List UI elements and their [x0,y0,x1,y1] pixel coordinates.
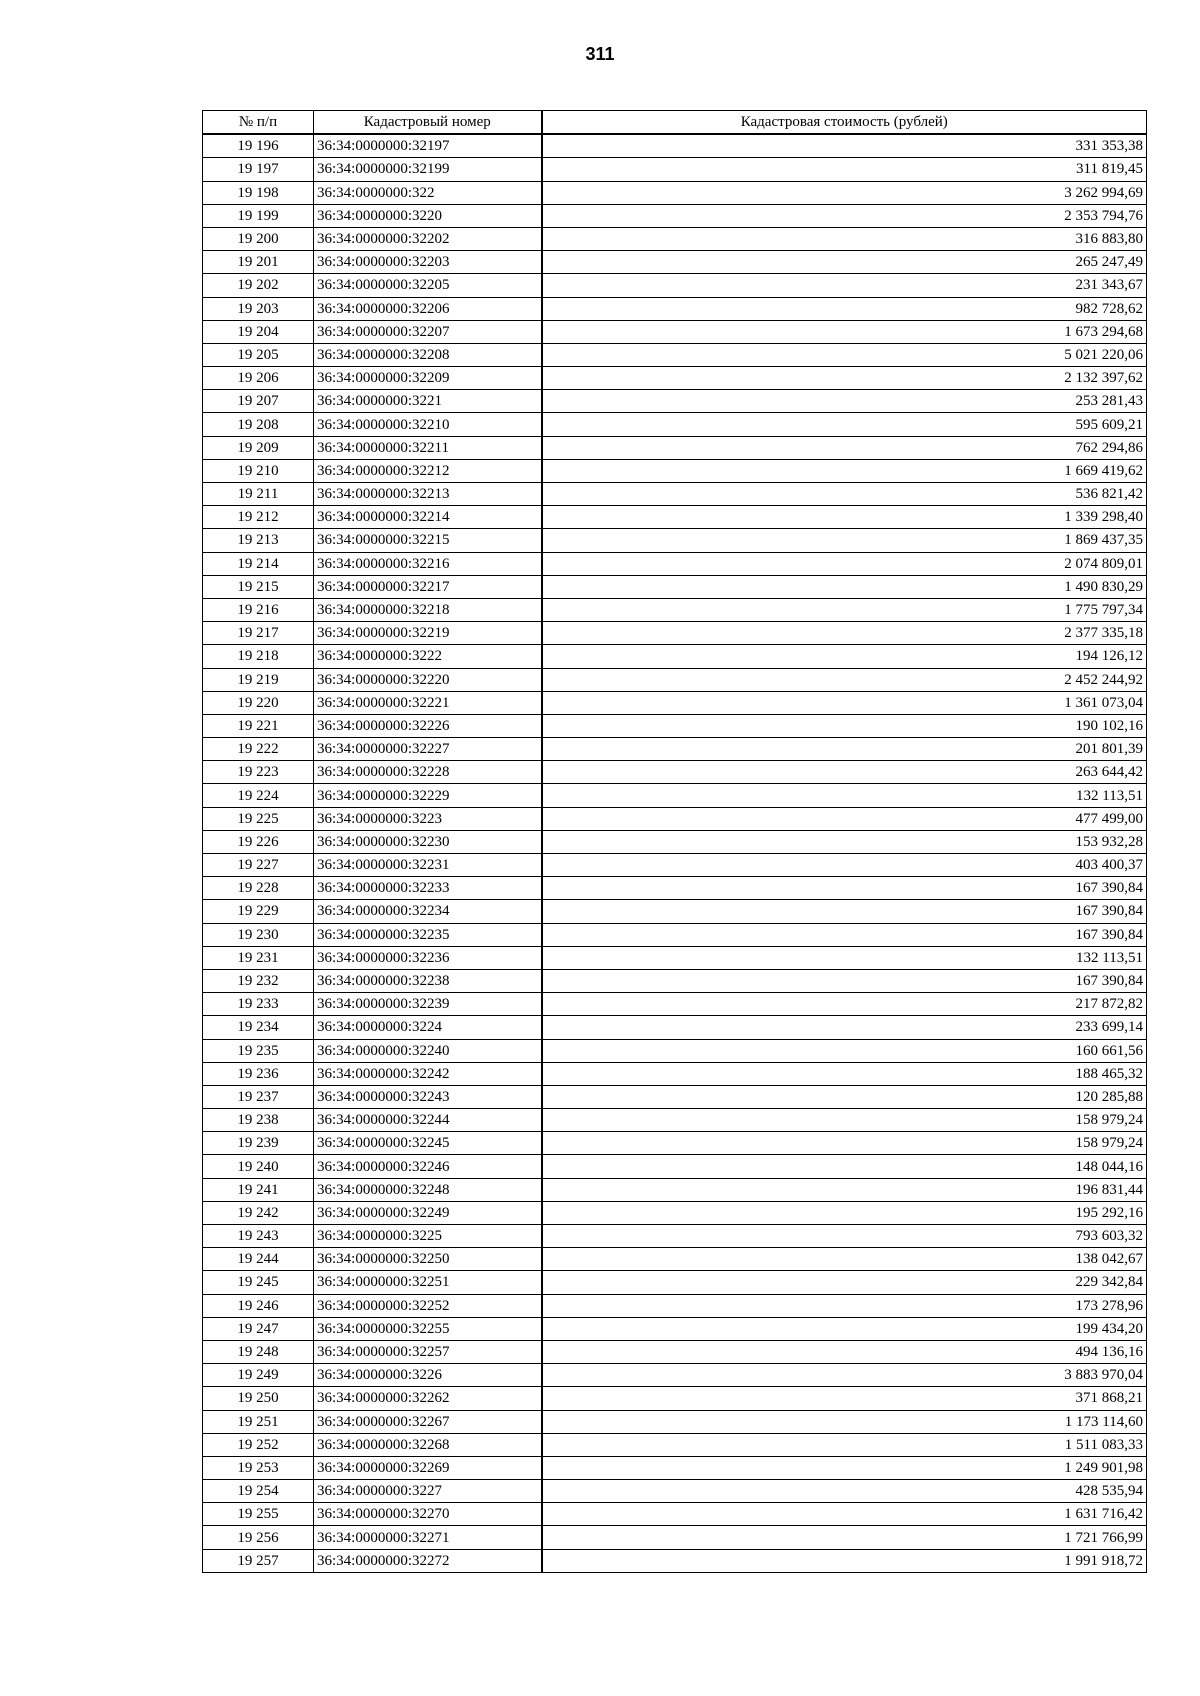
table-row [203,529,1147,552]
cadastral-value-cell: 167 390,84 [542,923,1147,946]
row-number-cell: 19 201 [203,251,314,274]
table-row [203,1132,1147,1155]
cadastral-value-cell: 982 728,62 [542,297,1147,320]
table-row [203,923,1147,946]
table-row [203,134,1147,158]
row-number-cell: 19 242 [203,1201,314,1224]
cadastral-number-cell: 36:34:0000000:32212 [314,459,542,482]
cadastral-number-cell: 36:34:0000000:32207 [314,320,542,343]
cadastral-value-cell: 1 869 437,35 [542,529,1147,552]
cadastral-value-cell: 2 353 794,76 [542,204,1147,227]
row-number-cell: 19 239 [203,1132,314,1155]
table-row [203,390,1147,413]
cadastral-value-cell: 2 132 397,62 [542,367,1147,390]
table-row [203,738,1147,761]
cadastral-number-cell: 36:34:0000000:32210 [314,413,542,436]
row-number-cell: 19 247 [203,1317,314,1340]
cadastral-value-cell: 231 343,67 [542,274,1147,297]
cadastral-value-cell: 1 361 073,04 [542,691,1147,714]
cadastral-number-cell: 36:34:0000000:32236 [314,946,542,969]
table-row [203,1178,1147,1201]
table-row [203,1387,1147,1410]
cadastral-value-cell: 1 721 766,99 [542,1526,1147,1549]
cadastral-number-cell: 36:34:0000000:3227 [314,1480,542,1503]
table-row [203,459,1147,482]
table-row [203,784,1147,807]
row-number-cell: 19 246 [203,1294,314,1317]
cadastral-value-cell: 265 247,49 [542,251,1147,274]
row-number-cell: 19 218 [203,645,314,668]
cadastral-number-cell: 36:34:0000000:32242 [314,1062,542,1085]
cadastral-number-cell: 36:34:0000000:32243 [314,1085,542,1108]
cadastral-number-cell: 36:34:0000000:32205 [314,274,542,297]
page-number: 311 [585,44,615,64]
cadastral-value-cell: 196 831,44 [542,1178,1147,1201]
table-row [203,1526,1147,1549]
cadastral-number-cell: 36:34:0000000:32214 [314,506,542,529]
cadastral-number-cell: 36:34:0000000:3220 [314,204,542,227]
cadastral-number-cell: 36:34:0000000:322 [314,181,542,204]
cadastral-value-cell: 160 661,56 [542,1039,1147,1062]
table-row [203,1364,1147,1387]
cadastral-value-cell: 167 390,84 [542,877,1147,900]
row-number-cell: 19 229 [203,900,314,923]
cadastral-value-cell: 1 991 918,72 [542,1549,1147,1572]
row-number-cell: 19 223 [203,761,314,784]
row-number-cell: 19 248 [203,1340,314,1363]
table-row [203,1225,1147,1248]
row-number-cell: 19 216 [203,598,314,621]
table-row [203,668,1147,691]
cadastral-value-cell: 371 868,21 [542,1387,1147,1410]
cadastral-number-cell: 36:34:0000000:32206 [314,297,542,320]
cadastral-value-cell: 132 113,51 [542,946,1147,969]
cadastral-number-cell: 36:34:0000000:32197 [314,134,542,158]
row-number-cell: 19 209 [203,436,314,459]
cadastral-number-cell: 36:34:0000000:32220 [314,668,542,691]
cadastral-number-cell: 36:34:0000000:32267 [314,1410,542,1433]
row-number-cell: 19 230 [203,923,314,946]
table-row [203,320,1147,343]
cadastral-value-cell: 153 932,28 [542,830,1147,853]
row-number-cell: 19 221 [203,714,314,737]
cadastral-number-cell: 36:34:0000000:32271 [314,1526,542,1549]
table-row [203,227,1147,250]
row-number-cell: 19 227 [203,854,314,877]
table-row [203,900,1147,923]
row-number-cell: 19 243 [203,1225,314,1248]
table-row [203,1016,1147,1039]
cadastral-value-cell: 188 465,32 [542,1062,1147,1085]
cadastral-number-cell: 36:34:0000000:32238 [314,969,542,992]
cadastral-number-cell: 36:34:0000000:32268 [314,1433,542,1456]
row-number-cell: 19 215 [203,575,314,598]
row-number-cell: 19 202 [203,274,314,297]
table-header [203,111,1147,135]
cadastral-value-cell: 229 342,84 [542,1271,1147,1294]
row-number-cell: 19 255 [203,1503,314,1526]
cadastral-number-cell: 36:34:0000000:32226 [314,714,542,737]
header-cadastral-value: Кадастровая стоимость (рублей) [542,111,1147,135]
row-number-cell: 19 214 [203,552,314,575]
cadastral-value-cell: 2 074 809,01 [542,552,1147,575]
cadastral-number-cell: 36:34:0000000:32239 [314,993,542,1016]
cadastral-value-cell: 762 294,86 [542,436,1147,459]
row-number-cell: 19 235 [203,1039,314,1062]
cadastral-number-cell: 36:34:0000000:32216 [314,552,542,575]
cadastral-number-cell: 36:34:0000000:32250 [314,1248,542,1271]
header-cadastral-number: Кадастровый номер [314,111,542,135]
table-row [203,204,1147,227]
cadastral-value-cell: 253 281,43 [542,390,1147,413]
cadastral-number-cell: 36:34:0000000:32269 [314,1456,542,1479]
cadastral-number-cell: 36:34:0000000:3226 [314,1364,542,1387]
cadastral-value-cell: 1 775 797,34 [542,598,1147,621]
cadastral-value-cell: 201 801,39 [542,738,1147,761]
cadastral-number-cell: 36:34:0000000:3224 [314,1016,542,1039]
row-number-cell: 19 211 [203,483,314,506]
cadastral-number-cell: 36:34:0000000:32215 [314,529,542,552]
cadastral-value-cell: 190 102,16 [542,714,1147,737]
cadastral-number-cell: 36:34:0000000:32234 [314,900,542,923]
cadastral-value-cell: 233 699,14 [542,1016,1147,1039]
cadastral-value-cell: 167 390,84 [542,969,1147,992]
table-row [203,877,1147,900]
row-number-cell: 19 200 [203,227,314,250]
cadastral-number-cell: 36:34:0000000:3223 [314,807,542,830]
row-number-cell: 19 203 [203,297,314,320]
cadastral-value-cell: 793 603,32 [542,1225,1147,1248]
row-number-cell: 19 226 [203,830,314,853]
cadastral-number-cell: 36:34:0000000:32246 [314,1155,542,1178]
cadastral-value-cell: 311 819,45 [542,158,1147,181]
cadastral-number-cell: 36:34:0000000:32219 [314,622,542,645]
row-number-cell: 19 213 [203,529,314,552]
table-row [203,1085,1147,1108]
table-row [203,645,1147,668]
table-row [203,575,1147,598]
cadastral-number-cell: 36:34:0000000:32231 [314,854,542,877]
cadastral-value-cell: 199 434,20 [542,1317,1147,1340]
row-number-cell: 19 252 [203,1433,314,1456]
row-number-cell: 19 245 [203,1271,314,1294]
table-row [203,506,1147,529]
cadastral-value-cell: 331 353,38 [542,134,1147,158]
cadastral-number-cell: 36:34:0000000:32257 [314,1340,542,1363]
cadastral-number-cell: 36:34:0000000:32240 [314,1039,542,1062]
row-number-cell: 19 225 [203,807,314,830]
cadastral-number-cell: 36:34:0000000:32249 [314,1201,542,1224]
row-number-cell: 19 237 [203,1085,314,1108]
cadastral-value-cell: 1 673 294,68 [542,320,1147,343]
cadastral-value-cell: 3 262 994,69 [542,181,1147,204]
row-number-cell: 19 249 [203,1364,314,1387]
cadastral-value-cell: 167 390,84 [542,900,1147,923]
row-number-cell: 19 219 [203,668,314,691]
cadastral-number-cell: 36:34:0000000:3222 [314,645,542,668]
cadastral-value-cell: 1 490 830,29 [542,575,1147,598]
cadastral-number-cell: 36:34:0000000:32270 [314,1503,542,1526]
table-row [203,297,1147,320]
cadastral-value-cell: 477 499,00 [542,807,1147,830]
cadastral-number-cell: 36:34:0000000:32227 [314,738,542,761]
cadastral-value-cell: 1 339 298,40 [542,506,1147,529]
cadastral-number-cell: 36:34:0000000:32272 [314,1549,542,1572]
table-row [203,1294,1147,1317]
table-row [203,1480,1147,1503]
cadastral-number-cell: 36:34:0000000:32208 [314,343,542,366]
row-number-cell: 19 198 [203,181,314,204]
row-number-cell: 19 196 [203,134,314,158]
row-number-cell: 19 233 [203,993,314,1016]
cadastral-number-cell: 36:34:0000000:3221 [314,390,542,413]
table-row [203,807,1147,830]
table-row [203,1433,1147,1456]
row-number-cell: 19 236 [203,1062,314,1085]
table-row [203,598,1147,621]
table-row [203,830,1147,853]
table-row [203,181,1147,204]
cadastral-value-cell: 3 883 970,04 [542,1364,1147,1387]
row-number-cell: 19 257 [203,1549,314,1572]
row-number-cell: 19 241 [203,1178,314,1201]
cadastral-value-cell: 148 044,16 [542,1155,1147,1178]
table-row [203,1549,1147,1572]
cadastral-value-cell: 494 136,16 [542,1340,1147,1363]
table-row [203,1271,1147,1294]
table-row [203,946,1147,969]
cadastral-value-cell: 2 377 335,18 [542,622,1147,645]
table-row [203,1317,1147,1340]
row-number-cell: 19 199 [203,204,314,227]
row-number-cell: 19 234 [203,1016,314,1039]
cadastral-value-cell: 263 644,42 [542,761,1147,784]
table-row [203,714,1147,737]
header-row [203,111,1147,135]
cadastral-value-cell: 132 113,51 [542,784,1147,807]
cadastral-value-cell: 595 609,21 [542,413,1147,436]
table-row [203,251,1147,274]
cadastral-value-cell: 158 979,24 [542,1132,1147,1155]
table-row [203,1340,1147,1363]
table-row [203,1410,1147,1433]
table-row [203,274,1147,297]
table-row [203,1062,1147,1085]
cadastral-number-cell: 36:34:0000000:32202 [314,227,542,250]
table-row [203,483,1147,506]
cadastral-number-cell: 36:34:0000000:32217 [314,575,542,598]
cadastral-number-cell: 36:34:0000000:32209 [314,367,542,390]
row-number-cell: 19 253 [203,1456,314,1479]
cadastral-number-cell: 36:34:0000000:32251 [314,1271,542,1294]
table-row [203,436,1147,459]
cadastral-number-cell: 36:34:0000000:32235 [314,923,542,946]
row-number-cell: 19 232 [203,969,314,992]
cadastral-number-cell: 36:34:0000000:32248 [314,1178,542,1201]
cadastral-value-cell: 120 285,88 [542,1085,1147,1108]
cadastral-value-cell: 195 292,16 [542,1201,1147,1224]
table-row [203,969,1147,992]
cadastral-number-cell: 36:34:0000000:32213 [314,483,542,506]
cadastral-value-cell: 1 511 083,33 [542,1433,1147,1456]
cadastral-value-cell: 403 400,37 [542,854,1147,877]
row-number-cell: 19 210 [203,459,314,482]
cadastral-number-cell: 36:34:0000000:32203 [314,251,542,274]
table-row [203,761,1147,784]
cadastral-number-cell: 36:34:0000000:32244 [314,1109,542,1132]
cadastral-value-cell: 138 042,67 [542,1248,1147,1271]
table-row [203,1155,1147,1178]
cadastral-value-cell: 536 821,42 [542,483,1147,506]
cadastral-value-cell: 173 278,96 [542,1294,1147,1317]
row-number-cell: 19 212 [203,506,314,529]
row-number-cell: 19 204 [203,320,314,343]
table-row [203,552,1147,575]
row-number-cell: 19 231 [203,946,314,969]
header-row-number: № п/п [203,111,314,135]
row-number-cell: 19 254 [203,1480,314,1503]
row-number-cell: 19 217 [203,622,314,645]
table-row [203,691,1147,714]
table-row [203,854,1147,877]
cadastral-value-cell: 1 173 114,60 [542,1410,1147,1433]
cadastral-number-cell: 36:34:0000000:32245 [314,1132,542,1155]
cadastral-value-cell: 5 021 220,06 [542,343,1147,366]
row-number-cell: 19 238 [203,1109,314,1132]
cadastral-value-cell: 428 535,94 [542,1480,1147,1503]
table-row [203,413,1147,436]
cadastral-number-cell: 36:34:0000000:32252 [314,1294,542,1317]
row-number-cell: 19 205 [203,343,314,366]
row-number-cell: 19 197 [203,158,314,181]
cadastral-number-cell: 36:34:0000000:32255 [314,1317,542,1340]
cadastral-number-cell: 36:34:0000000:32230 [314,830,542,853]
table-row [203,343,1147,366]
cadastral-number-cell: 36:34:0000000:3225 [314,1225,542,1248]
cadastral-number-cell: 36:34:0000000:32221 [314,691,542,714]
cadastral-number-cell: 36:34:0000000:32218 [314,598,542,621]
table-row [203,1456,1147,1479]
table-row [203,1503,1147,1526]
row-number-cell: 19 224 [203,784,314,807]
cadastral-value-cell: 1 669 419,62 [542,459,1147,482]
row-number-cell: 19 244 [203,1248,314,1271]
row-number-cell: 19 256 [203,1526,314,1549]
cadastral-value-cell: 2 452 244,92 [542,668,1147,691]
table-row [203,158,1147,181]
table-row [203,993,1147,1016]
table-row [203,1109,1147,1132]
cadastral-number-cell: 36:34:0000000:32229 [314,784,542,807]
row-number-cell: 19 251 [203,1410,314,1433]
cadastral-number-cell: 36:34:0000000:32262 [314,1387,542,1410]
cadastral-number-cell: 36:34:0000000:32211 [314,436,542,459]
table-row [203,367,1147,390]
table-row [203,622,1147,645]
row-number-cell: 19 228 [203,877,314,900]
table-body [203,134,1147,1572]
cadastral-number-cell: 36:34:0000000:32233 [314,877,542,900]
row-number-cell: 19 220 [203,691,314,714]
row-number-cell: 19 250 [203,1387,314,1410]
row-number-cell: 19 240 [203,1155,314,1178]
row-number-cell: 19 207 [203,390,314,413]
cadastral-value-cell: 316 883,80 [542,227,1147,250]
table-row [203,1248,1147,1271]
cadastral-number-cell: 36:34:0000000:32228 [314,761,542,784]
row-number-cell: 19 208 [203,413,314,436]
cadastral-value-cell: 1 249 901,98 [542,1456,1147,1479]
row-number-cell: 19 222 [203,738,314,761]
table-row [203,1201,1147,1224]
cadastral-value-cell: 158 979,24 [542,1109,1147,1132]
cadastral-value-cell: 1 631 716,42 [542,1503,1147,1526]
cadastral-value-cell: 194 126,12 [542,645,1147,668]
cadastral-value-table [202,110,1147,1573]
cadastral-value-cell: 217 872,82 [542,993,1147,1016]
cadastral-number-cell: 36:34:0000000:32199 [314,158,542,181]
row-number-cell: 19 206 [203,367,314,390]
table-row [203,1039,1147,1062]
